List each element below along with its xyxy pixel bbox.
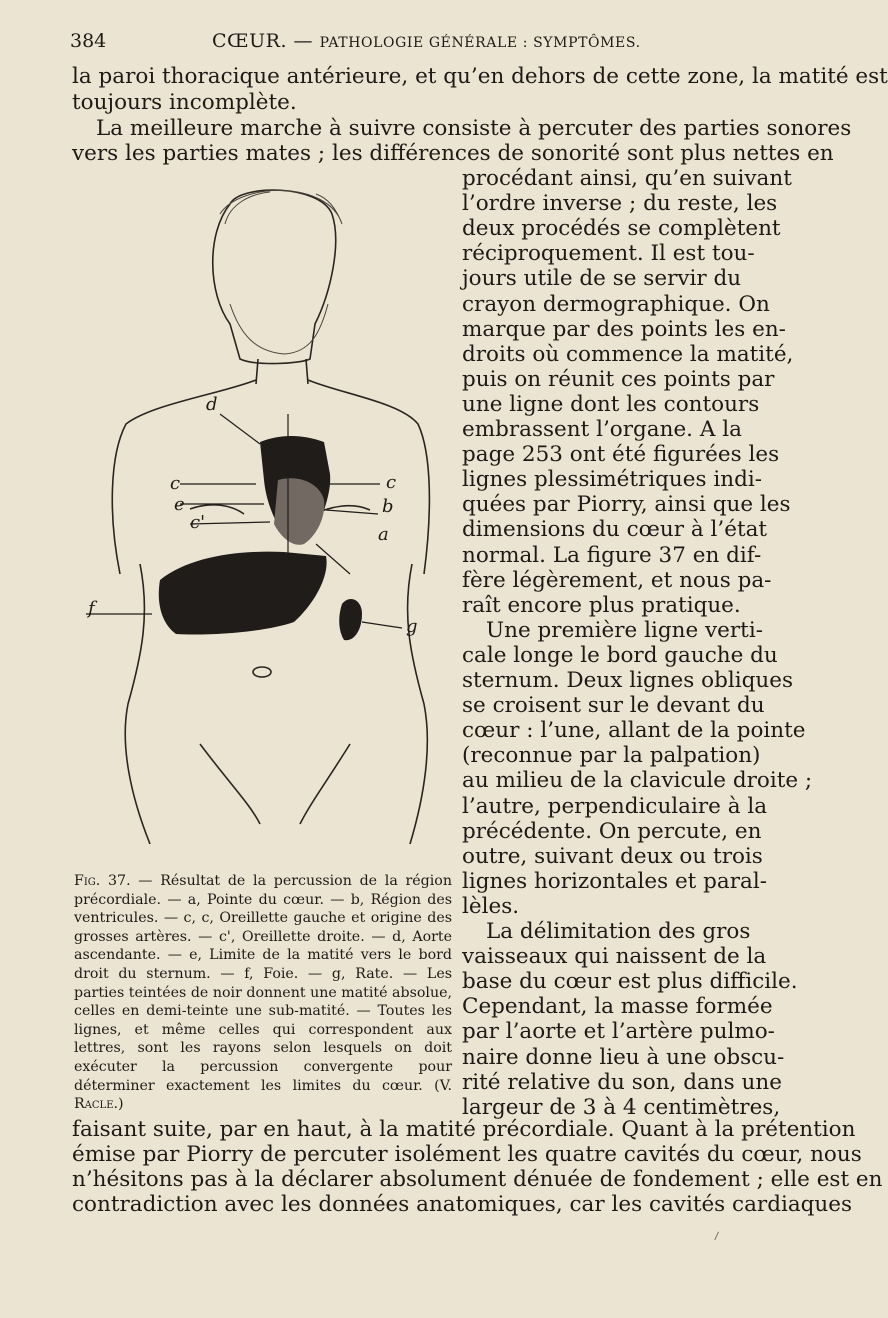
column-text-line: Cependant, la masse formée	[462, 994, 773, 1020]
figure-label-g: g	[406, 616, 418, 637]
column-text-line: sternum. Deux lignes obliques	[462, 668, 793, 693]
column-text-line: deux procédés se complètent	[462, 216, 781, 242]
column-text-line: cale longe le bord gauche du	[462, 642, 778, 668]
column-text-line: précédente. On percute, en	[462, 818, 762, 844]
running-title	[212, 30, 641, 52]
text-line: faisant suite, par en haut, à la matité précordiale. Quant à la prétention	[72, 1117, 856, 1142]
figure-label-c-right: c	[386, 472, 397, 493]
column-text-line: page 253 ont été figurées les	[462, 442, 780, 468]
figure-label-f: f	[88, 598, 95, 619]
column-text-line: au milieu de la clavicule droite ;	[462, 768, 813, 794]
column-text-line: crayon dermographique. On	[462, 291, 770, 317]
column-text-line: lèles.	[462, 893, 520, 919]
column-text-line: La délimitation des gros	[486, 919, 751, 944]
hair-shading	[220, 190, 342, 354]
column-text-line: outre, suivant deux ou trois	[462, 843, 763, 869]
column-text-line: embrassent l’organe. A la	[462, 417, 742, 442]
text-line: émise par Piorry de percuter isolément les quatre cavités du cœur, nous	[72, 1142, 862, 1167]
heart-halftone-area	[274, 478, 324, 545]
text-line: vers les parties mates ; les différences de sonorité sont plus nettes en	[72, 141, 834, 166]
column-text-line: normal. La figure 37 en dif-	[462, 542, 762, 568]
column-text-line: puis on réunit ces points par	[462, 366, 775, 392]
column-text-line: jours utile de se servir du	[462, 266, 742, 292]
column-text-line: dimensions du cœur à l’état	[462, 517, 768, 543]
running-title-sub: PATHOLOGIE GÉNÉRALE : SYMPTÔMES.	[319, 35, 641, 51]
text-line: La meilleure marche à suivre consiste à percuter des parties sonores	[96, 116, 852, 141]
text-line: toujours incomplète.	[72, 90, 297, 115]
running-header	[70, 30, 740, 58]
figure-label-a: a	[378, 524, 389, 545]
column-text-line: procédant ainsi, qu’en suivant	[462, 166, 792, 191]
figure-label-c-left: c	[170, 473, 181, 494]
arrow-g	[362, 622, 402, 628]
column-text-line: une ligne dont les contours	[462, 391, 760, 417]
liver-dark-area	[159, 552, 327, 635]
figure-caption-author: Racle	[74, 1096, 114, 1113]
text-line: n’hésitons pas à la déclarer absolument dénuée de fondement ; elle est en	[72, 1167, 883, 1192]
column-text-line: Une première ligne verti-	[486, 617, 763, 643]
column-text-line: raît encore plus pratique.	[462, 592, 741, 618]
navel	[253, 667, 271, 677]
running-title-main: CŒUR. —	[212, 30, 314, 52]
column-text-line: (reconnue par la palpation)	[462, 743, 761, 769]
figure-label-d: d	[206, 394, 218, 415]
column-text-line: marque par des points les en-	[462, 316, 786, 342]
spleen-dark-area	[339, 599, 362, 640]
column-text-line: vaisseaux qui naissent de la	[462, 944, 767, 970]
anatomical-figure	[80, 184, 452, 866]
column-text-line: base du cœur est plus difficile.	[462, 969, 798, 995]
figure-caption-label: Fig. 37.	[74, 873, 131, 889]
pelvis-outline	[200, 744, 350, 824]
column-text-line: lignes plessimétriques indi-	[462, 467, 762, 493]
column-text-line: l’autre, perpendiculaire à la	[462, 793, 768, 819]
column-text-line: l’ordre inverse ; du reste, les	[462, 191, 778, 217]
column-text-line: réciproquement. Il est tou-	[462, 241, 755, 267]
figure-label-b: b	[382, 496, 394, 517]
column-text-line: quées par Piorry, ainsi que les	[462, 492, 791, 518]
column-text-line: largeur de 3 à 4 centimètres,	[462, 1094, 781, 1120]
column-text-line: cœur : l’une, allant de la pointe	[462, 718, 806, 744]
arrow-b	[326, 510, 378, 514]
margin-mark	[714, 1232, 721, 1242]
column-text-line: lignes horizontales et paral-	[462, 868, 767, 894]
figure-caption-text: — Résultat de la percussion de la région précordiale. — a, Pointe du cœur. — b, Région des ventricules. — c, c, Oreillette gauche et origine des grosses artères. — c', Oreillette droite. — d, Aorte ascendante. — e, Limite de la matité vers le bord droit du sternum. — f, Foie. — g, Rate. — Les parties teintées de noir donnent une matité absolue, celles en demi-teinte une sub-matité. — Toutes les lignes, et même celles qui correspondent aux lettres, sont les rayons selon lesquels on doit exécuter la percussion convergente pour déterminer exactement les limites du cœur. (V.	[74, 873, 452, 1094]
column-text-line: rité relative du son, dans une	[462, 1069, 782, 1095]
column-text-line: droits où commence la matité,	[462, 341, 794, 367]
text-line: contradiction avec les données anatomiques, car les cavités cardiaques	[72, 1192, 853, 1217]
column-text-line: fère légèrement, et nous pa-	[462, 567, 772, 593]
column-text-line: par l’aorte et l’artère pulmo-	[462, 1019, 775, 1045]
figure-label-c-prime: c'	[190, 512, 206, 533]
column-text-line: se croisent sur le devant du	[462, 693, 765, 719]
head-outline	[213, 190, 336, 363]
page-number: 384	[70, 30, 107, 52]
text-line: la paroi thoracique antérieure, et qu’en dehors de cette zone, la matité est	[72, 64, 888, 89]
figure-caption-closing: .)	[113, 1096, 124, 1113]
figure-label-e: e	[174, 494, 185, 515]
arrow-d	[220, 414, 260, 444]
figure-caption	[74, 872, 452, 1114]
column-text-line: naire donne lieu à une obscu-	[462, 1044, 785, 1070]
